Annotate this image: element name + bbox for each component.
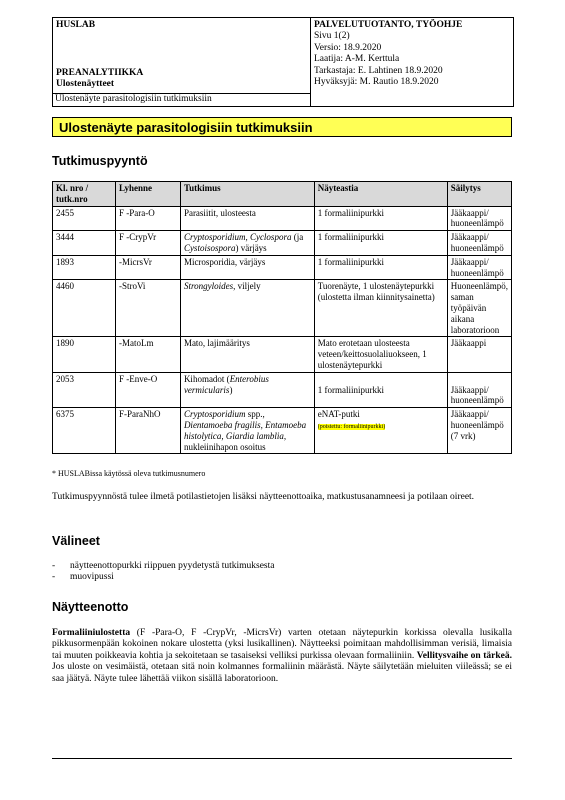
bottom-divider — [52, 758, 512, 759]
cell-container: 1 formaliinipurkki — [314, 206, 447, 231]
cell-abbr: -MatoLm — [115, 337, 180, 372]
cell-storage: Jääkaappi — [447, 337, 511, 372]
table-row — [53, 231, 512, 256]
cell-test: Parasiitit, ulosteesta — [180, 206, 314, 231]
cell-storage: Jääkaappi/ huoneenlämpö — [447, 255, 511, 280]
page-number: Sivu 1(2) — [314, 31, 350, 42]
cell-container: Mato erotetaan ulosteesta veteen/keittosuolaliuokseen, 1 ulostenäytepurkki — [314, 337, 447, 372]
author: Laatija: A-M. Kerttula — [314, 54, 400, 65]
cell-test: Mato, lajimääritys — [180, 337, 314, 372]
list-item: - näytteenottopurkki riippuen pyydetystä tutkimuksesta — [52, 561, 275, 571]
column-header: Näyteastia — [314, 182, 447, 207]
table-row — [53, 280, 512, 337]
cell-storage: Jääkaappi/ huoneenlämpö — [447, 372, 511, 407]
cell-nro: 3444 — [53, 231, 116, 256]
tools-list — [52, 561, 274, 584]
reviewer: Tarkastaja: E. Lahtinen 18.9.2020 — [314, 65, 443, 76]
cell-container: 1 formaliinipurkki — [314, 255, 447, 280]
approver: Hyväksyjä: M. Rautio 18.9.2020 — [314, 76, 439, 87]
section-heading-request: Tutkimuspyyntö — [52, 154, 148, 168]
table-row — [53, 408, 512, 454]
column-header: Säilytys — [447, 182, 511, 207]
document-title: Ulostenäyte parasitologisiin tutkimuksiin — [52, 117, 512, 137]
version: Versio: 18.9.2020 — [314, 42, 382, 53]
table-row — [53, 255, 512, 280]
cell-abbr: F -Enve-O — [115, 372, 180, 407]
org-name: HUSLAB — [56, 20, 96, 30]
cell-nro: 1893 — [53, 255, 116, 280]
table-header-row — [53, 182, 512, 207]
header-doc-title: Ulostenäyte parasitologisiin tutkimuksiin — [52, 93, 310, 105]
cell-container: 1 formaliinipurkki — [314, 372, 447, 407]
column-header: Lyhenne — [115, 182, 180, 207]
column-header: Tutkimus — [180, 182, 314, 207]
cell-storage: Jääkaappi/ huoneenlämpö (7 vrk) — [447, 408, 511, 454]
cell-container: Tuorenäyte, 1 ulostenäytepurkki (ulostetta ilman kiinnitysainetta) — [314, 280, 447, 337]
cell-test: Kihomadot (Enterobius vermicularis) — [180, 372, 314, 407]
table-row — [53, 372, 512, 407]
cell-abbr: F -Para-O — [115, 206, 180, 231]
unit-title: PALVELUTUOTANTO, TYÖOHJE — [314, 20, 463, 30]
cell-test: Cryptosporidium, Cyclospora (ja Cystoisospora) värjäys — [180, 231, 314, 256]
cell-nro: 4460 — [53, 280, 116, 337]
table-row — [53, 337, 512, 372]
sampling-paragraph: Formaliiniulostetta (F -Para-O, F -CrypVr, -MicrsVr) varten otetaan näytepurkin korkissa olevalla lusikalla pikkusormenpään kokoinen nokare ulostetta (yksi lusikallinen). Näytteeksi poimitaan mahdollisimman verisiä, limaisia tai muuten poikkeavia kohtia ja sekoitetaan se tasaiseksi velliksi purkissa olevaan formaliiniin. Vellitysvaihe on tärkeä. Jos uloste on vesimäistä, otetaan sitä noin kolmannes formaliinin määrästä. Näyte säilytetään mieluiten viileässä; se ei saa jäätyä. Näyte tulee lähettää viikon sisällä laboratorioon. — [52, 628, 512, 684]
cell-nro: 6375 — [53, 408, 116, 454]
request-paragraph: Tutkimuspyynnöstä tulee ilmetä potilastietojen lisäksi näytteenottoaika, matkustusanamneesi ja potilaan oireet. — [52, 492, 475, 502]
cell-test: Cryptosporidium spp., Dientamoeba fragilis, Entamoeba histolytica, Giardia lamblia, nukleiinihapon osoitus — [180, 408, 314, 454]
cell-nro: 2053 — [53, 372, 116, 407]
table-row — [53, 206, 512, 231]
cell-container: eNAT-putki (poistettu: formaliinipurkki) — [314, 408, 447, 454]
cell-abbr: F -CrypVr — [115, 231, 180, 256]
cell-abbr: -MicrsVr — [115, 255, 180, 280]
cell-container: 1 formaliinipurkki — [314, 231, 447, 256]
list-item: - muovipussi — [52, 572, 114, 583]
cell-storage: Jääkaappi/ huoneenlämpö — [447, 231, 511, 256]
cell-abbr: -StroVi — [115, 280, 180, 337]
cell-test: Microsporidia, värjäys — [180, 255, 314, 280]
header-right — [311, 18, 513, 106]
cell-storage: Jääkaappi/ huoneenlämpö — [447, 206, 511, 231]
section-heading-sampling: Näytteenotto — [52, 600, 129, 614]
section-heading-tools: Välineet — [52, 534, 100, 548]
table-footnote: * HUSLABissa käytössä oleva tutkimusnumero — [52, 469, 206, 478]
department: PREANALYTIIKKA — [56, 68, 144, 78]
cell-storage: Huoneenlämpö, saman työpäivän aikana laboratorioon — [447, 280, 511, 337]
cell-test: Strongyloides, viljely — [180, 280, 314, 337]
subdepartment: Ulostenäytteet — [56, 79, 115, 90]
cell-nro: 2455 — [53, 206, 116, 231]
column-header: Kl. nro / tutk.nro — [53, 182, 116, 207]
test-table — [52, 181, 512, 454]
tracked-change-note: (poistettu: formaliinipurkki) — [317, 423, 386, 430]
cell-nro: 1890 — [53, 337, 116, 372]
cell-abbr: F-ParaNhO — [115, 408, 180, 454]
